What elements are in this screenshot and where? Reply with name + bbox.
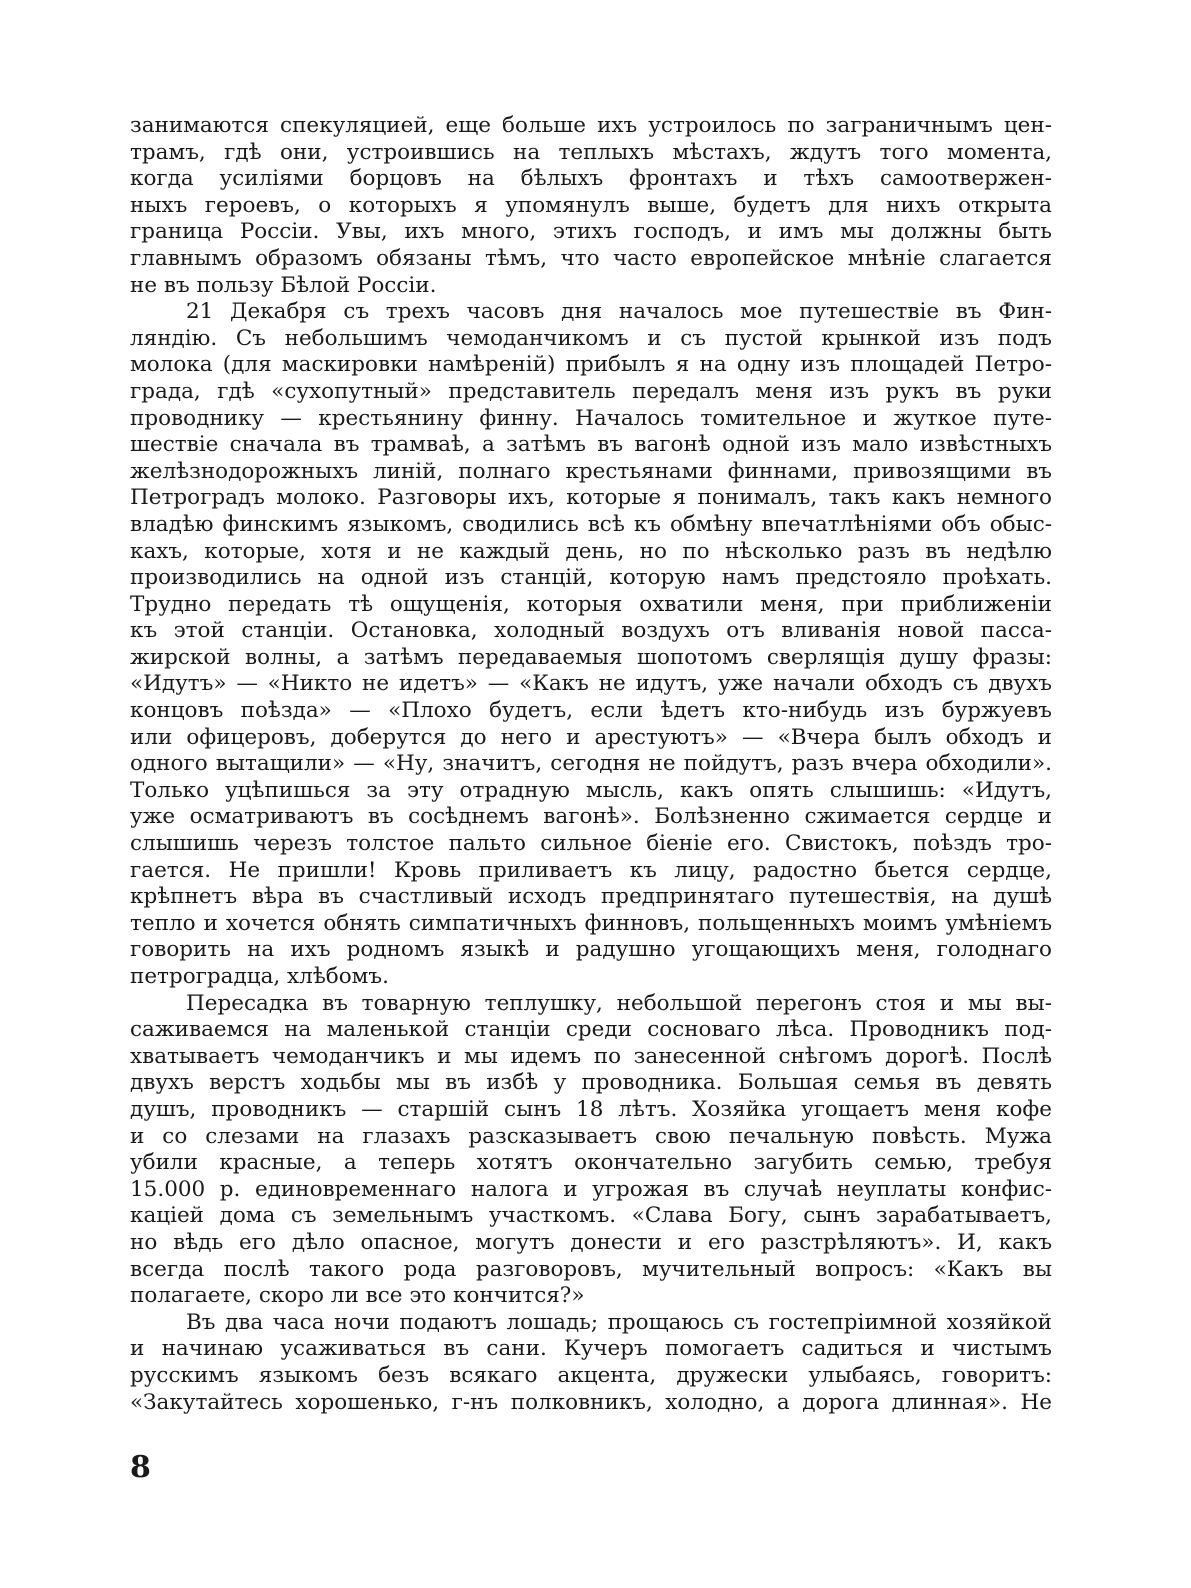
text-line: проводнику — крестьянину финну. Началось томительное и жуткое путе- <box>130 405 1052 431</box>
page-body-text <box>130 113 1052 1416</box>
text-line: хватываетъ чемоданчикъ и мы идемъ по занесенной снѣгомъ дорогѣ. Послѣ <box>130 1043 1052 1069</box>
text-line: всегда послѣ такого рода разговоровъ, мучительный вопросъ: «Какъ вы <box>130 1256 1052 1282</box>
text-line: петроградца, хлѣбомъ. <box>130 964 389 989</box>
text-line: но вѣдь его дѣло опасное, могутъ донести и его разстрѣляютъ». И, какъ <box>130 1229 1052 1255</box>
text-line: граница Россіи. Увы, ихъ много, этихъ господъ, и имъ мы должны быть <box>130 219 1052 245</box>
text-line: слышишь черезъ толстое пальто сильное біеніе его. Свистокъ, поѣздъ тро- <box>130 831 1052 857</box>
text-line: «Идутъ» — «Никто не идетъ» — «Какъ не идутъ, уже начали обходъ съ двухъ <box>130 671 1052 697</box>
text-line: убили красные, а теперь хотятъ окончательно загубить семью, требуя <box>130 1150 1052 1176</box>
text-line: полагаете, скоро ли все это кончится?» <box>130 1283 585 1309</box>
paragraph <box>130 1310 1052 1416</box>
text-line: занимаются спекуляцией, еще больше ихъ устроилось по заграничнымъ цен- <box>130 113 1052 138</box>
text-line: уже осматриваютъ въ сосѣднемъ вагонѣ». Болѣзненно сжимается сердце и <box>130 804 1052 830</box>
text-line: крѣпнетъ вѣра въ счастливый исходъ предпринятаго путешествія, на душѣ <box>130 884 1052 910</box>
text-line: шествіе сначала въ трамваѣ, а затѣмъ въ вагонѣ одной изъ мало извѣстныхъ <box>130 432 1052 458</box>
paragraph <box>130 113 1052 299</box>
text-line: Въ два часа ночи подаютъ лошадь; прощаюсь съ гостепріимной хозяйкой <box>186 1309 1052 1335</box>
text-line: Пересадка въ товарную теплушку, небольшой перегонъ стоя и мы вы- <box>186 990 1052 1016</box>
text-line: желѣзнодорожныхъ линій, полнаго крестьянами финнами, привозящими въ <box>130 458 1052 484</box>
text-line: каціей дома съ земельнымъ участкомъ. «Слава Богу, сынъ зарабатываетъ, <box>130 1203 1052 1229</box>
text-line: ляндію. Съ небольшимъ чемоданчикомъ и съ пустой крынкой изъ подъ <box>130 325 1052 351</box>
text-line: и со слезами на глазахъ разсказываетъ свою печальную повѣсть. Мужа <box>130 1123 1052 1149</box>
text-line: двухъ верстъ ходьбы мы въ избѣ у проводника. Большая семья въ девять <box>130 1070 1052 1096</box>
text-line: молока (для маскировки намѣреній) прибылъ я на одну изъ площадей Петро- <box>130 352 1052 378</box>
page-number: 8 <box>130 1450 151 1485</box>
text-line: и начинаю усаживаться въ сани. Кучеръ помогаетъ садиться и чистымъ <box>130 1336 1052 1362</box>
text-line: кахъ, которые, хотя и не каждый день, но по нѣсколько разъ въ недѣлю <box>130 538 1052 564</box>
text-line: града, гдѣ «сухопутный» представитель передалъ меня изъ рукъ въ руки <box>130 378 1052 404</box>
text-line: одного вытащили» — «Ну, значитъ, сегодня не пойдутъ, разъ вчера обходили». <box>130 751 1052 777</box>
text-line: не въ пользу Бѣлой Россіи. <box>130 272 437 298</box>
text-line: производились на одной изъ станцій, которую намъ предстояло проѣхать. <box>130 565 1052 591</box>
text-line: владѣю финскимъ языкомъ, сводились всѣ къ обмѣну впечатлѣніями объ обыс- <box>130 511 1052 537</box>
text-line: 21 Декабря съ трехъ часовъ дня началось мое путешествіе въ Фин- <box>186 299 1052 325</box>
text-line: когда усиліями борцовъ на бѣлыхъ фронтахъ и тѣхъ самоотвержен- <box>130 166 1052 192</box>
text-line: къ этой станціи. Остановка, холодный воздухъ отъ вливанія новой пасса- <box>130 618 1052 644</box>
text-line: Только уцѣпишься за эту отрадную мысль, какъ опять слышишь: «Идутъ, <box>130 777 1052 803</box>
paragraph <box>130 991 1052 1310</box>
text-line: ныхъ героевъ, о которыхъ я упомянулъ выше, будетъ для нихъ открыта <box>130 192 1052 218</box>
text-line: русскимъ языкомъ безъ всякаго акцента, дружески улыбаясь, говоритъ: <box>130 1362 1052 1388</box>
text-line: душъ, проводникъ — старшій сынъ 18 лѣтъ. Хозяйка угощаетъ меня кофе <box>130 1096 1052 1122</box>
text-line: Трудно передать тѣ ощущенія, которыя охватили меня, при приближеніи <box>130 591 1052 617</box>
text-line: тепло и хочется обнять симпатичныхъ финновъ, польщенныхъ моимъ умѣніемъ <box>130 910 1052 936</box>
text-line: гается. Не пришли! Кровь приливаетъ къ лицу, радостно бьется сердце, <box>130 857 1052 883</box>
text-line: 15.000 р. единовременнаго налога и угрожая въ случаѣ неуплаты конфис- <box>130 1176 1052 1202</box>
text-line: жирской волны, а затѣмъ передаваемыя шопотомъ сверлящія душу фразы: <box>130 644 1052 670</box>
paragraph <box>130 299 1052 990</box>
text-line: Петроградъ молоко. Разговоры ихъ, которые я понималъ, такъ какъ немного <box>130 485 1052 511</box>
text-line: саживаемся на маленькой станціи среди сосноваго лѣса. Проводникъ под- <box>130 1017 1052 1043</box>
text-line: говорить на ихъ родномъ языкѣ и радушно угощающихъ меня, голоднаго <box>130 937 1052 963</box>
text-line: или офицеровъ, доберутся до него и арестуютъ» — «Вчера былъ обходъ и <box>130 724 1052 750</box>
text-line: «Закутайтесь хорошенько, г-нъ полковникъ, холодно, а дорога длинная». Не <box>130 1389 1052 1415</box>
text-line: главнымъ образомъ обязаны тѣмъ, что часто европейское мнѣніе слагается <box>130 245 1052 271</box>
text-line: трамъ, гдѣ они, устроившись на теплыхъ мѣстахъ, ждутъ того момента, <box>130 139 1052 165</box>
text-line: концовъ поѣзда» — «Плохо будетъ, если ѣдетъ кто-нибудь изъ буржуевъ <box>130 698 1052 724</box>
